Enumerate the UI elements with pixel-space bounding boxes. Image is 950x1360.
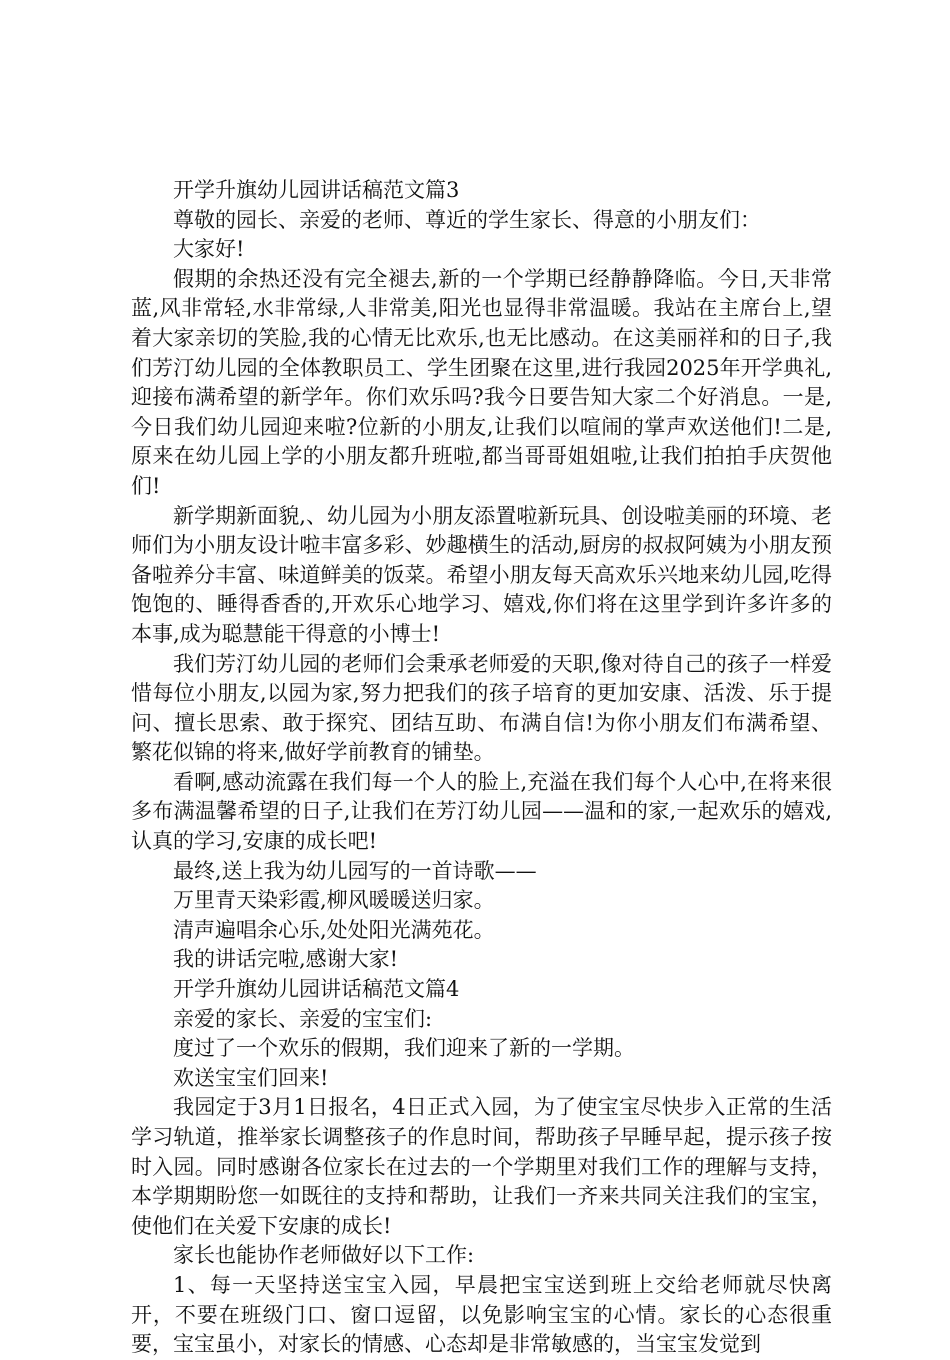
poem-line: 万里青天染彩霞,柳风暖暖送归家。 xyxy=(173,888,495,913)
salutation-paragraph: 亲爱的家长、亲爱的宝宝们: xyxy=(173,1006,433,1031)
body-paragraph: 欢送宝宝们回来! xyxy=(173,1065,329,1090)
greeting-paragraph: 大家好! xyxy=(173,237,245,262)
salutation-paragraph: 尊敬的园长、亲爱的老师、尊近的学生家长、得意的小朋友们： xyxy=(173,207,761,232)
closing-paragraph: 我的讲话完啦,感谢大家! xyxy=(173,947,399,972)
body-paragraph: 假期的余热还没有完全褪去,新的一个学期已经静静降临。今日,天非常蓝,风非常轻,水非常绿,人非常美,阳光也显得非常温暖。我站在主席台上,望着大家亲切的笑脸,我的心情无比欢乐,也无比感动。在这美丽祥和的日子,我们芳汀幼儿园的全体教职员工、学生团聚在这里,进行我园2025年开学典礼,迎接布满希望的新学年。你们欢乐吗?我今日要告知大家二个好消息。一是,今日我们幼儿园迎来啦?位新的小朋友,让我们以喧闹的掌声欢送他们!二是,原来在幼儿园上学的小朋友都升班啦,都当哥哥姐姐啦,让我们拍拍手庆贺他们! xyxy=(131,266,832,498)
poem-line: 清声遍唱余心乐,处处阳光满苑花。 xyxy=(173,917,495,942)
section-heading-4: 开学升旗幼儿园讲话稿范文篇4 xyxy=(173,977,460,1002)
section-heading-3: 开学升旗幼儿园讲话稿范文篇3 xyxy=(173,178,460,202)
body-paragraph: 度过了一个欢乐的假期，我们迎来了新的一学期。 xyxy=(173,1036,635,1061)
body-paragraph: 家长也能协作老师做好以下工作: xyxy=(173,1243,475,1268)
poem-intro-paragraph: 最终,送上我为幼儿园写的一首诗歌—— xyxy=(173,858,537,883)
document-body xyxy=(131,176,832,1360)
body-paragraph: 新学期新面貌,、幼儿园为小朋友添置啦新玩具、创设啦美丽的环境、老师们为小朋友设计啦丰富多彩、妙趣横生的活动,厨房的叔叔阿姨为小朋友预备啦养分丰富、味道鲜美的饭菜。希望小朋友每天高欢乐兴地来幼儿园,吃得饱饱的、睡得香香的,开欢乐心地学习、嬉戏,你们将在这里学到许多许多的本事,成为聪慧能干得意的小博士! xyxy=(131,503,832,646)
body-paragraph: 我园定于3月1日报名，4日正式入园，为了使宝宝尽快步入正常的生活学习轨道，推举家长调整孩子的作息时间，帮助孩子早睡早起，提示孩子按时入园。同时感谢各位家长在过去的一个学期里对我们工作的理解与支持，本学期期盼您一如既往的支持和帮助，让我们一齐来共同关注我们的宝宝，使他们在关爱下安康的成长! xyxy=(131,1095,832,1238)
body-paragraph: 1、每一天坚持送宝宝入园，早晨把宝宝送到班上交给老师就尽快离开，不要在班级门口、窗口逗留，以免影响宝宝的心情。家长的心态很重要，宝宝虽小，对家长的情感、心态却是非常敏感的，当宝宝发觉到 xyxy=(131,1272,832,1357)
body-paragraph: 我们芳汀幼儿园的老师们会秉承老师爱的天职,像对待自己的孩子一样爱惜每位小朋友,以园为家,努力把我们的孩子培育的更加安康、活泼、乐于提问、擅长思索、敢于探究、团结互助、布满自信!为你小朋友们布满希望、繁花似锦的将来,做好学前教育的铺垫。 xyxy=(131,651,832,765)
body-paragraph: 看啊,感动流露在我们每一个人的脸上,充溢在我们每个人心中,在将来很多布满温馨希望的日子,让我们在芳汀幼儿园——温和的家,一起欢乐的嬉戏,认真的学习,安康的成长吧! xyxy=(131,769,832,854)
